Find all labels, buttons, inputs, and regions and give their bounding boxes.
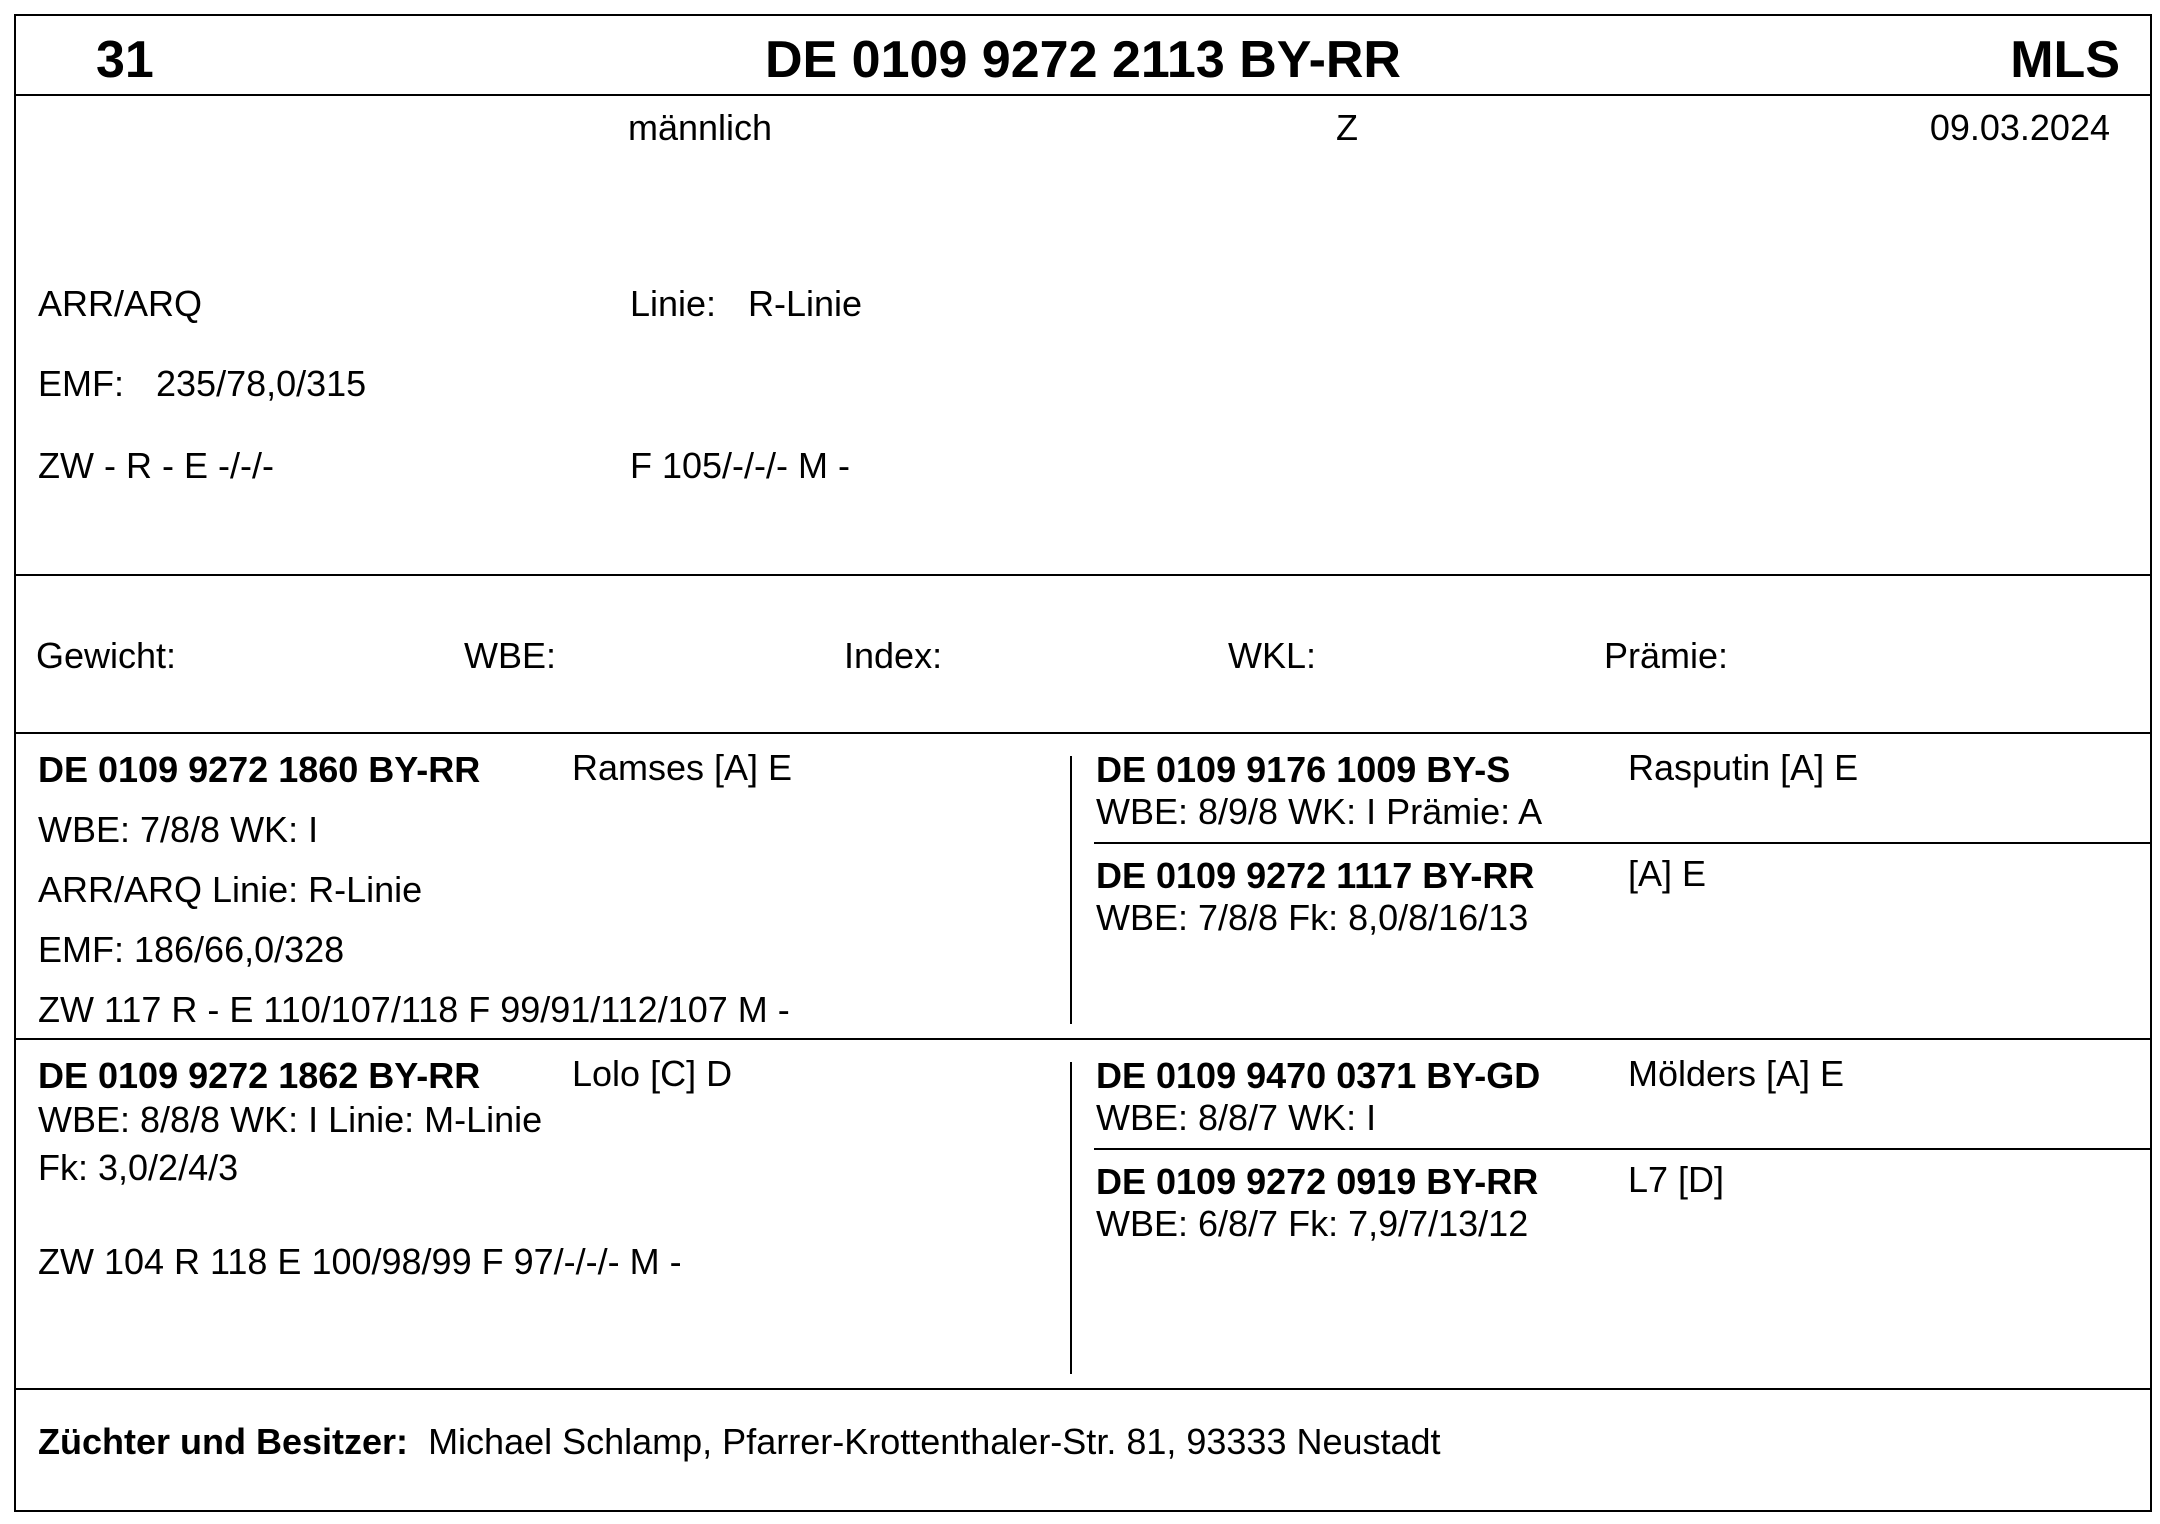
emf-label: EMF: bbox=[38, 363, 124, 404]
sire-sire-id: DE 0109 9176 1009 BY-S bbox=[1096, 749, 1511, 790]
f-values: F 105/-/-/- M - bbox=[630, 445, 851, 486]
breeder-label: Züchter und Besitzer: bbox=[38, 1421, 409, 1462]
birth-date: 09.03.2024 bbox=[1929, 107, 2110, 148]
praemie-field: Prämie: bbox=[1604, 635, 1729, 676]
linie-label: Linie: bbox=[630, 283, 717, 324]
sire-zw: ZW 117 R - E 110/107/118 F 99/91/112/107 M - bbox=[38, 989, 790, 1030]
gewicht-field: Gewicht: bbox=[36, 635, 177, 676]
footer-divider bbox=[16, 1388, 2150, 1390]
sire-dam-wbe: WBE: 7/8/8 Fk: 8,0/8/16/13 bbox=[1096, 897, 1529, 938]
genotype: ARR/ARQ bbox=[38, 283, 203, 324]
ring-id-title: DE 0109 9272 2113 BY-RR bbox=[765, 31, 1401, 89]
dam-sire-name: Mölders [A] E bbox=[1628, 1053, 1845, 1094]
sire-linie: ARR/ARQ Linie: R-Linie bbox=[38, 869, 423, 910]
sex-label: männlich bbox=[628, 107, 773, 148]
dam-dam-id: DE 0109 9272 0919 BY-RR bbox=[1096, 1161, 1539, 1202]
dam-grand-divider bbox=[1094, 1148, 2150, 1150]
parents-divider bbox=[16, 1038, 2150, 1040]
z-label: Z bbox=[1336, 107, 1358, 148]
sire-sire-name: Rasputin [A] E bbox=[1628, 747, 1859, 788]
pedigree-card bbox=[14, 14, 2152, 1512]
dam-name: Lolo [C] D bbox=[572, 1053, 733, 1094]
dam-wbe: WBE: 8/8/8 WK: I Linie: M-Linie bbox=[38, 1099, 543, 1140]
breeder-value: Michael Schlamp, Pfarrer-Krottenthaler-Str. 81, 93333 Neustadt bbox=[428, 1421, 1441, 1462]
emf-value: 235/78,0/315 bbox=[156, 363, 367, 404]
linie-value: R-Linie bbox=[748, 283, 863, 324]
catalog-number: 31 bbox=[96, 31, 154, 89]
sire-grand-divider bbox=[1094, 842, 2150, 844]
dam-id: DE 0109 9272 1862 BY-RR bbox=[38, 1055, 481, 1096]
sire-emf: EMF: 186/66,0/328 bbox=[38, 929, 345, 970]
breeder-line bbox=[38, 1420, 1441, 1464]
dam-dam-wbe: WBE: 6/8/7 Fk: 7,9/7/13/12 bbox=[1096, 1203, 1529, 1244]
header-divider bbox=[16, 94, 2150, 96]
zw-values: ZW - R - E -/-/- bbox=[38, 445, 274, 486]
sire-name: Ramses [A] E bbox=[572, 747, 793, 788]
dam-dam-name: L7 [D] bbox=[1628, 1159, 1725, 1200]
sire-id: DE 0109 9272 1860 BY-RR bbox=[38, 749, 481, 790]
wbe-field: WBE: bbox=[464, 635, 557, 676]
dam-column-divider bbox=[1070, 1062, 1072, 1374]
sire-sire-wbe: WBE: 8/9/8 WK: I Prämie: A bbox=[1096, 791, 1543, 832]
dam-sire-wbe: WBE: 8/8/7 WK: I bbox=[1096, 1097, 1377, 1138]
details-divider bbox=[16, 574, 2150, 576]
sire-dam-id: DE 0109 9272 1117 BY-RR bbox=[1096, 855, 1535, 896]
sire-wbe: WBE: 7/8/8 WK: I bbox=[38, 809, 319, 850]
index-field: Index: bbox=[844, 635, 943, 676]
sire-dam-name: [A] E bbox=[1628, 853, 1707, 894]
dam-sire-id: DE 0109 9470 0371 BY-GD bbox=[1096, 1055, 1541, 1096]
sire-column-divider bbox=[1070, 756, 1072, 1024]
dam-fk: Fk: 3,0/2/4/3 bbox=[38, 1147, 239, 1188]
breed-code: MLS bbox=[2010, 31, 2120, 89]
fields-divider bbox=[16, 732, 2150, 734]
wkl-field: WKL: bbox=[1228, 635, 1317, 676]
dam-zw: ZW 104 R 118 E 100/98/99 F 97/-/-/- M - bbox=[38, 1241, 682, 1282]
